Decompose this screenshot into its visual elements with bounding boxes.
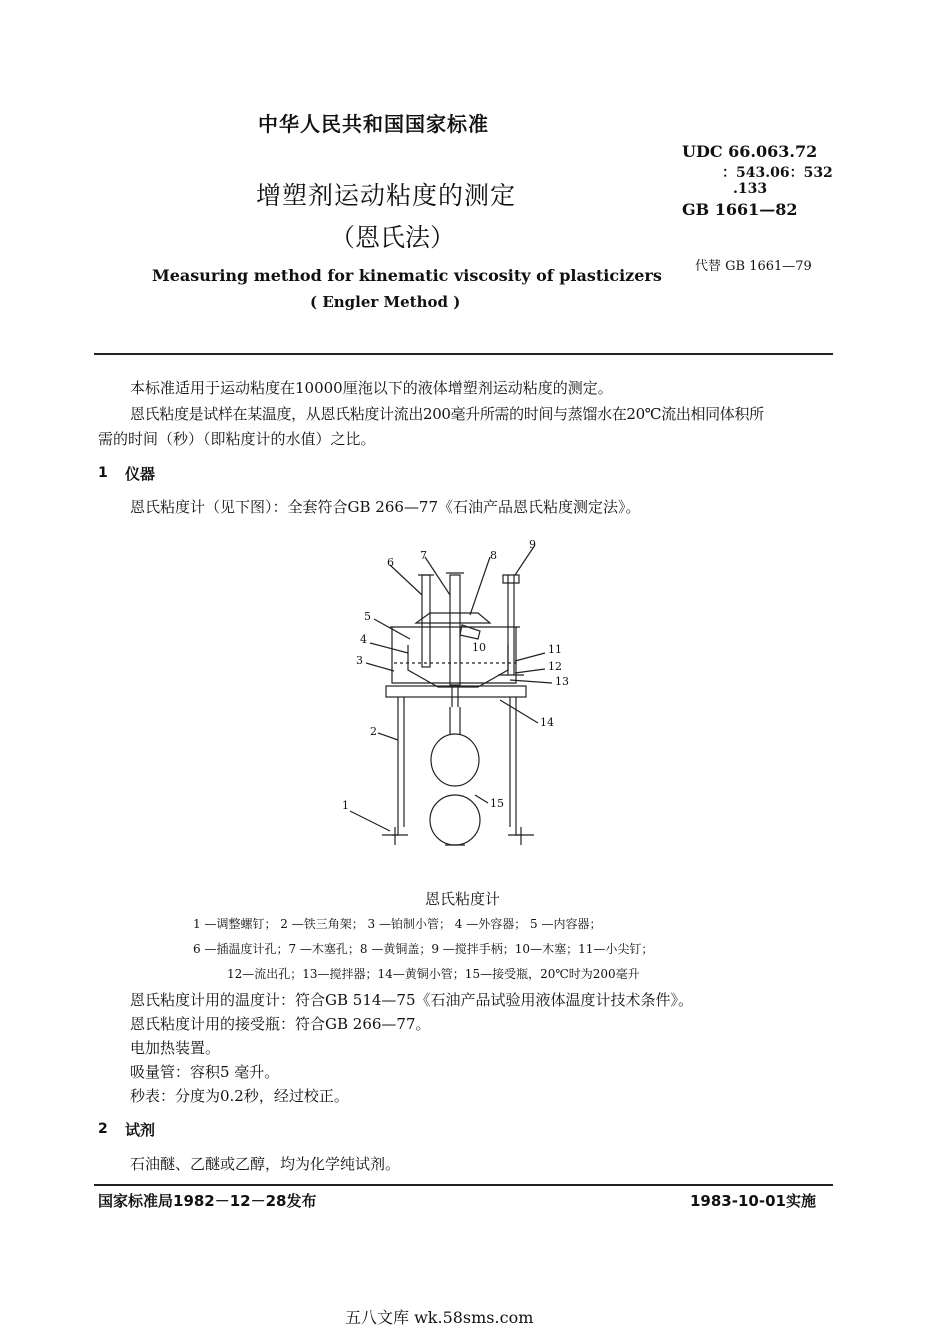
document-title-cn: 增塑剂运动粘度的测定 <box>256 181 517 210</box>
issued-date: 国家标准局1982－12－28发布 <box>98 1192 317 1210</box>
figure-callout-7: 7 <box>420 549 427 562</box>
document-subtitle-en: ( Engler Method ) <box>310 293 461 311</box>
heating-device: 电加热装置。 <box>130 1039 221 1057</box>
udc-code-line-1: UDC 66.063.72 <box>682 142 818 161</box>
figure-callout-4: 4 <box>360 633 367 646</box>
section-1-paragraph: 恩氏粘度计（见下图）：全套符合GB 266—77《石油产品恩氏粘度测定法》。 <box>130 498 641 516</box>
figure-callout-5: 5 <box>364 610 371 623</box>
figure-callout-2: 2 <box>370 725 377 738</box>
country-standard-title: 中华人民共和国国家标准 <box>258 112 489 136</box>
figure-callout-3: 3 <box>356 654 363 667</box>
figure-callout-9: 9 <box>529 538 536 551</box>
intro-paragraph-2-line-1: 恩氏粘度是试样在某温度，从恩氏粘度计流出200毫升所需的时间与蒸馏水在20℃流出相同体积所 <box>130 405 764 423</box>
figure-callout-13: 13 <box>555 675 569 688</box>
figure-callout-8: 8 <box>490 549 497 562</box>
thermometer-requirement: 恩氏粘度计用的温度计：符合GB 514—75《石油产品试验用液体温度计技术条件》。 <box>130 991 693 1009</box>
section-2-paragraph: 石油醚、乙醚或乙醇，均为化学纯试剂。 <box>130 1155 401 1173</box>
replaces-standard: 代替 GB 1661—79 <box>695 259 812 274</box>
document-title-en: Measuring method for kinematic viscosity of plasticizers <box>152 266 662 285</box>
figure-callout-14: 14 <box>540 716 554 729</box>
figure-callout-15: 15 <box>490 797 504 810</box>
gb-code: GB 1661—82 <box>682 200 798 219</box>
figure-legend-line-1: 1 —调整螺钉； 2 —铁三角架； 3 —铂制小管； 4 —外容器； 5 —内容器； <box>193 917 602 931</box>
document-subtitle-cn: （恩氏法） <box>330 223 456 252</box>
header-divider <box>94 353 833 355</box>
intro-paragraph-1: 本标准适用于运动粘度在10000厘沲以下的液体增塑剂运动粘度的测定。 <box>130 379 613 397</box>
stopwatch-requirement: 秒表：分度为0.2秒，经过校正。 <box>130 1087 349 1105</box>
figure-callout-12: 12 <box>548 660 562 673</box>
engler-viscometer-figure <box>320 535 640 865</box>
receiving-flask-requirement: 恩氏粘度计用的接受瓶：符合GB 266—77。 <box>130 1015 431 1033</box>
section-2-title: 试剂 <box>125 1121 156 1139</box>
figure-callout-10: 10 <box>472 641 486 654</box>
figure-callout-6: 6 <box>387 556 394 569</box>
effective-date: 1983-10-01实施 <box>690 1192 816 1210</box>
figure-callout-11: 11 <box>548 643 562 656</box>
udc-code-line-3: .133 <box>733 181 768 197</box>
figure-caption: 恩氏粘度计 <box>425 890 501 908</box>
section-2-number: 2 <box>98 1121 108 1137</box>
udc-code-line-2: ：543.06：532 <box>722 165 833 181</box>
figure-callout-1: 1 <box>342 799 349 812</box>
site-watermark: 五八文库 wk.58sms.com <box>345 1308 534 1327</box>
section-1-number: 1 <box>98 465 108 481</box>
footer-divider <box>94 1184 833 1186</box>
figure-legend-line-3: 12—流出孔；13—搅拌器；14—黄铜小管；15—接受瓶，20℃时为200毫升 <box>227 967 640 981</box>
section-1-title: 仪器 <box>125 465 156 483</box>
figure-legend-line-2: 6 —插温度计孔；7 —木塞孔；8 —黄铜盖；9 —搅拌手柄；10—木塞；11—小尖钉； <box>193 942 654 956</box>
intro-paragraph-2-line-2: 需的时间（秒）（即粘度计的水值）之比。 <box>98 430 376 448</box>
pipette-requirement: 吸量管：容积5 毫升。 <box>130 1063 280 1081</box>
